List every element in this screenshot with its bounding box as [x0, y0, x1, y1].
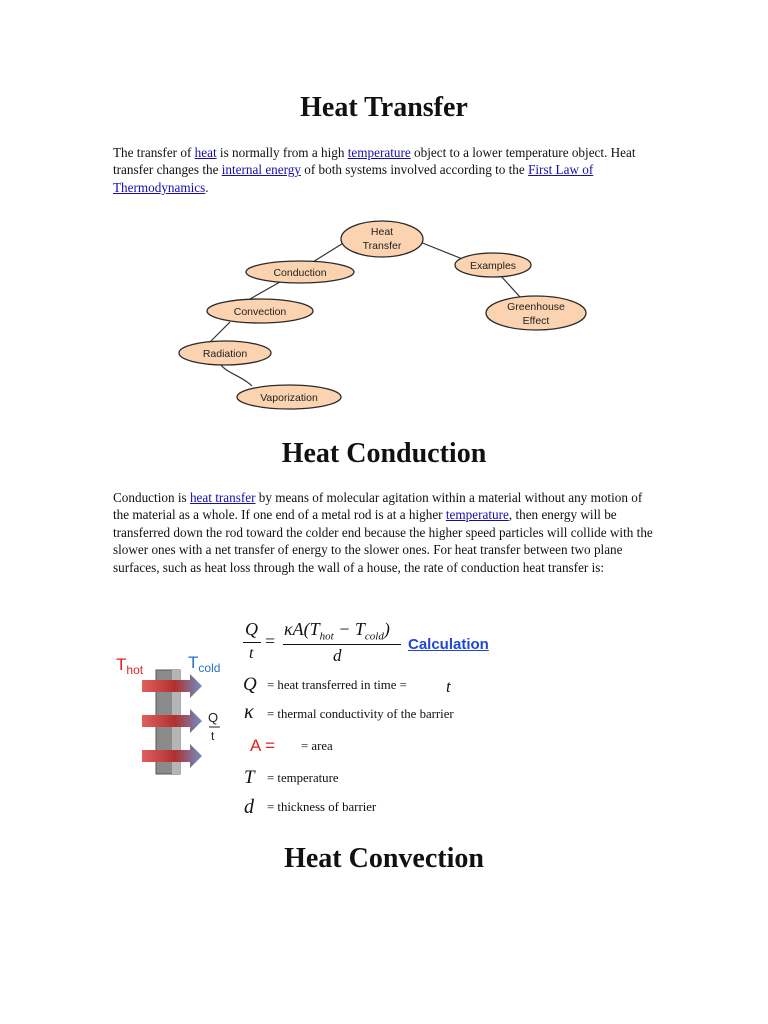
formula-minus: − T — [333, 619, 365, 639]
wall-conduction-illustration — [112, 650, 237, 775]
title-heat-conduction: Heat Conduction — [281, 438, 487, 469]
definition-thickness: = thickness of barrier — [267, 800, 377, 814]
title-heat-convection: Heat Convection — [284, 843, 484, 874]
text: , then energy will be transferred down the rod toward the colder end because the higher speed particles will collide with the slower ones with a net transfer of energy to the slower ones. For heat transfer between two plane surfaces, such as heat loss through the wall of a house, the rate of conduction heat transfer is: — [113, 507, 653, 575]
formula-hot-sub: hot — [319, 630, 334, 643]
q-label: Q — [208, 710, 219, 725]
formula-rhs-bar — [283, 644, 401, 645]
text: object to a lower temperature object. Heat transfer changes the — [113, 145, 636, 178]
formula-equals: = — [265, 631, 276, 651]
node-label: Examples — [469, 260, 517, 272]
edge-heat-examples — [420, 242, 465, 260]
link-temperature[interactable]: temperature — [347, 145, 411, 160]
t-label: t — [211, 729, 215, 743]
title-heat-transfer: Heat Transfer — [300, 92, 468, 123]
edge-radiation-vaporization — [220, 364, 252, 386]
node-conduction — [246, 261, 354, 283]
link-heat[interactable]: heat — [194, 145, 217, 160]
node-label: Convection — [233, 306, 287, 318]
definition-temperature: = temperature — [267, 771, 339, 785]
text: is normally from a high — [216, 145, 348, 160]
edge-examples-greenhouse — [500, 275, 520, 297]
definition-kappa: = thermal conductivity of the barrier — [267, 707, 454, 721]
edge-conduction-convection — [250, 282, 280, 299]
text: of both systems involved according to the — [300, 162, 529, 178]
text: by means of molecular agitation within a material without any motion of the material as a whole. If one end of a metal rod is at a higher — [113, 490, 643, 523]
formula-close: ) — [383, 619, 390, 639]
edge-convection-radiation — [210, 322, 230, 342]
node-label: Radiation — [202, 348, 248, 360]
formula-q: Q — [245, 619, 258, 639]
formula-numerator — [284, 619, 390, 643]
calculation-link[interactable]: Calculation — [408, 636, 489, 653]
t-hot-symbol: T — [116, 655, 127, 674]
definition-area: = area — [301, 739, 333, 753]
symbol-t-time: t — [446, 677, 451, 696]
formula-d: d — [333, 646, 342, 665]
formula-kappa-a: κA(T — [284, 619, 320, 639]
heat-conduction-paragraph — [113, 489, 658, 576]
node-convection — [207, 299, 313, 323]
symbol-q: Q — [243, 674, 257, 695]
t-cold-subscript: cold — [198, 661, 221, 675]
node-label: Transfer — [362, 240, 402, 252]
node-label: Heat — [370, 226, 394, 238]
node-heat-transfer — [341, 221, 423, 257]
node-label: Conduction — [273, 267, 327, 279]
text: The transfer of — [113, 145, 195, 160]
node-examples — [455, 253, 531, 277]
symbol-temperature: T — [244, 767, 255, 788]
symbol-d: d — [244, 796, 254, 818]
link-internal-energy[interactable]: internal energy — [221, 162, 301, 178]
formula-cold-sub: cold — [364, 630, 384, 643]
link-first-law-of-thermodynamics[interactable]: First Law of Thermodynamics — [113, 162, 594, 195]
t-cold-label — [188, 653, 220, 675]
t-cold-symbol: T — [188, 653, 199, 672]
node-label: Effect — [522, 315, 550, 327]
symbol-a: A = — [250, 736, 276, 755]
t-hot-label — [116, 655, 144, 677]
text: . — [205, 179, 209, 195]
node-label: Greenhouse — [507, 301, 565, 313]
formula-lhs-bar — [243, 642, 261, 643]
text: Conduction is — [113, 490, 190, 505]
link-heat-transfer[interactable]: heat transfer — [189, 490, 256, 505]
heat-transfer-paragraph — [113, 144, 658, 196]
node-vaporization — [237, 385, 341, 409]
node-label: Vaporization — [260, 392, 318, 404]
link-temperature-2[interactable]: temperature — [445, 507, 509, 523]
definition-q: = heat transferred in time = — [267, 678, 407, 692]
symbol-kappa: κ — [244, 701, 254, 723]
t-hot-subscript: hot — [126, 663, 144, 677]
heat-transfer-concept-map — [170, 212, 590, 417]
formula-t: t — [249, 645, 254, 662]
node-radiation — [179, 341, 271, 365]
node-greenhouse-effect — [486, 296, 586, 330]
